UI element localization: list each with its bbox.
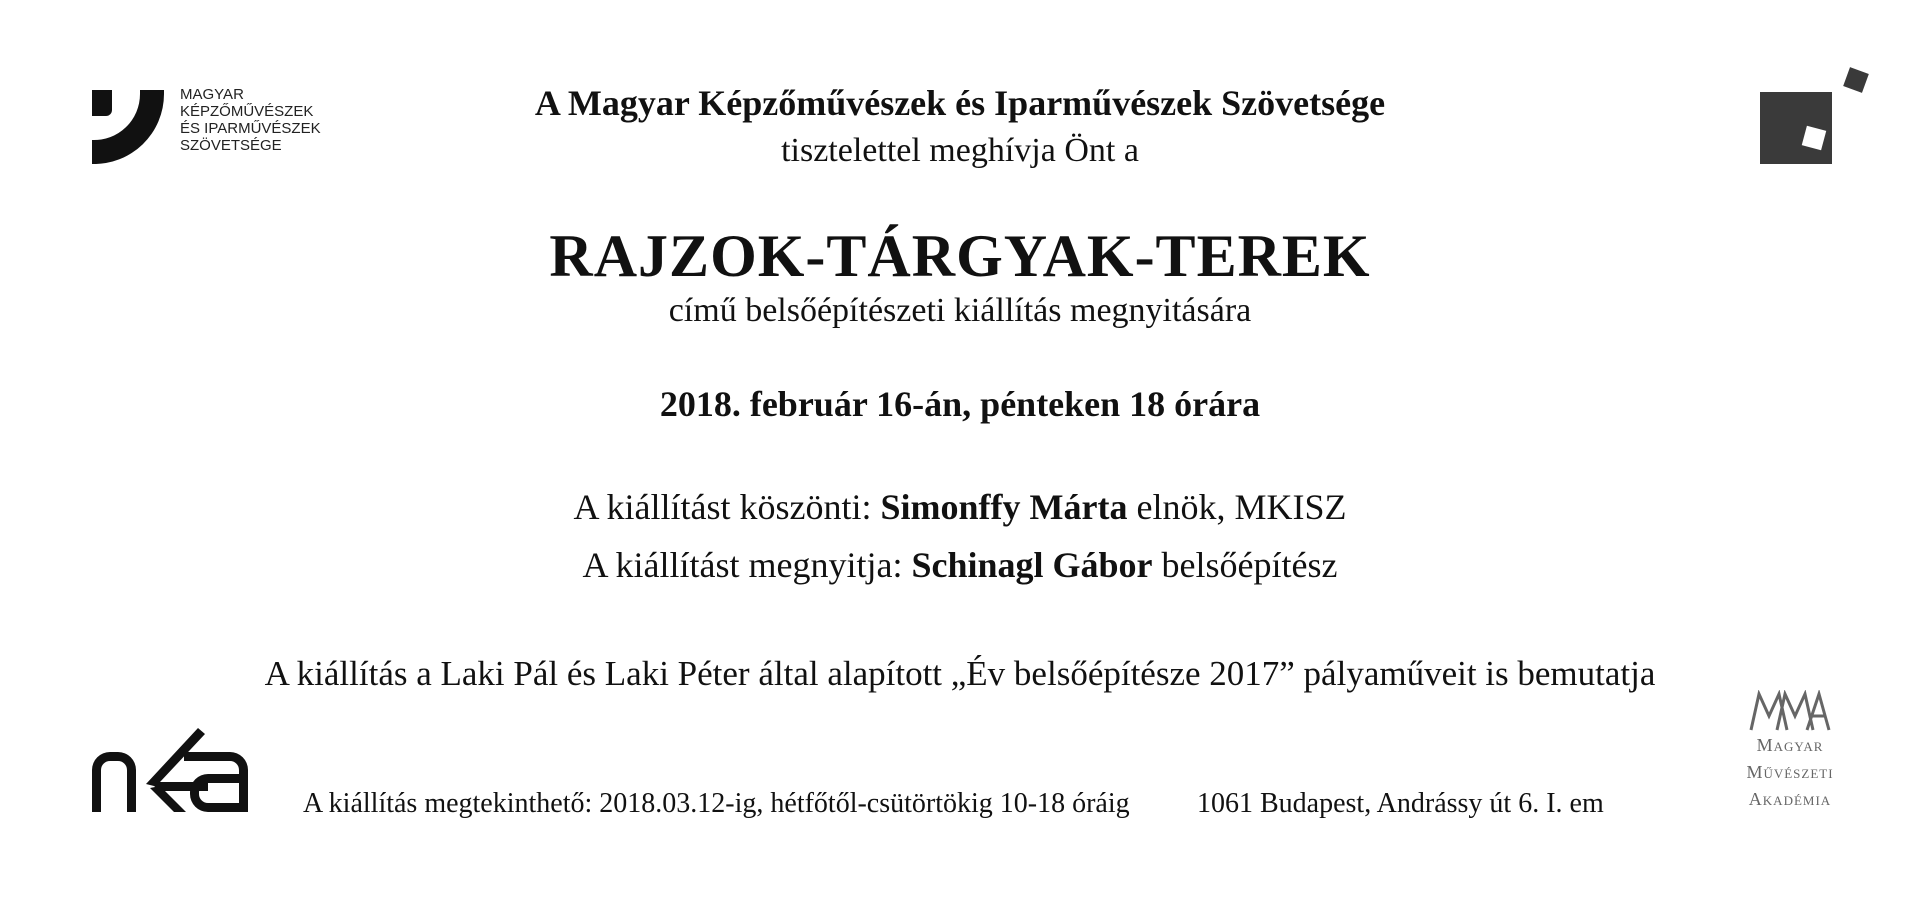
mma-logo-line: Magyar	[1756, 735, 1824, 755]
opening-line	[0, 544, 1920, 586]
mma-logo-text	[1710, 732, 1870, 813]
mkisz-logo-line: MAGYAR	[180, 86, 244, 103]
mkisz-logo-line: ÉS IPARMŰVÉSZEK	[180, 120, 321, 137]
award-line: A kiállítás a Laki Pál és Laki Péter által alapított „Év belsőépítésze 2017” pályaműveit is bemutatja	[264, 654, 1656, 693]
greeting-prefix: A kiállítást köszönti:	[573, 487, 881, 527]
mma-logo-mark	[1749, 690, 1831, 732]
mkisz-logo-line: KÉPZŐMŰVÉSZEK	[180, 103, 314, 120]
greeting-suffix: elnök, MKISZ	[1127, 487, 1347, 527]
mkisz-logo-line: SZÖVETSÉGE	[180, 137, 282, 154]
mma-logo	[1710, 690, 1870, 820]
exhibition-subtitle: című belsőépítészeti kiállítás megnyitására	[668, 292, 1252, 329]
greeting-line	[0, 486, 1920, 528]
visiting-hours: A kiállítás megtekinthető: 2018.03.12-ig, hétfőtől-csütörtökig 10-18 óráig	[303, 788, 1130, 819]
exhibition-title: RAJZOK-TÁRGYAK-TEREK	[549, 223, 1371, 289]
mma-logo-line: Akadémia	[1748, 789, 1832, 809]
invite-line: tisztelettel meghívja Önt a	[781, 132, 1139, 169]
opening-speaker-name: Schinagl Gábor	[911, 545, 1153, 585]
nka-logo	[90, 726, 250, 816]
organization-name: A Magyar Képzőművészek és Iparművészek Szövetsége	[534, 83, 1386, 123]
opening-suffix: belsőépítész	[1152, 545, 1338, 585]
address: 1061 Budapest, Andrássy út 6. I. em	[1197, 788, 1604, 819]
mma-logo-line: Művészeti	[1746, 762, 1834, 782]
opening-date: 2018. február 16-án, pénteken 18 órára	[659, 384, 1261, 424]
opening-prefix: A kiállítást megnyitja:	[582, 545, 912, 585]
greeting-speaker-name: Simonffy Márta	[880, 487, 1128, 527]
